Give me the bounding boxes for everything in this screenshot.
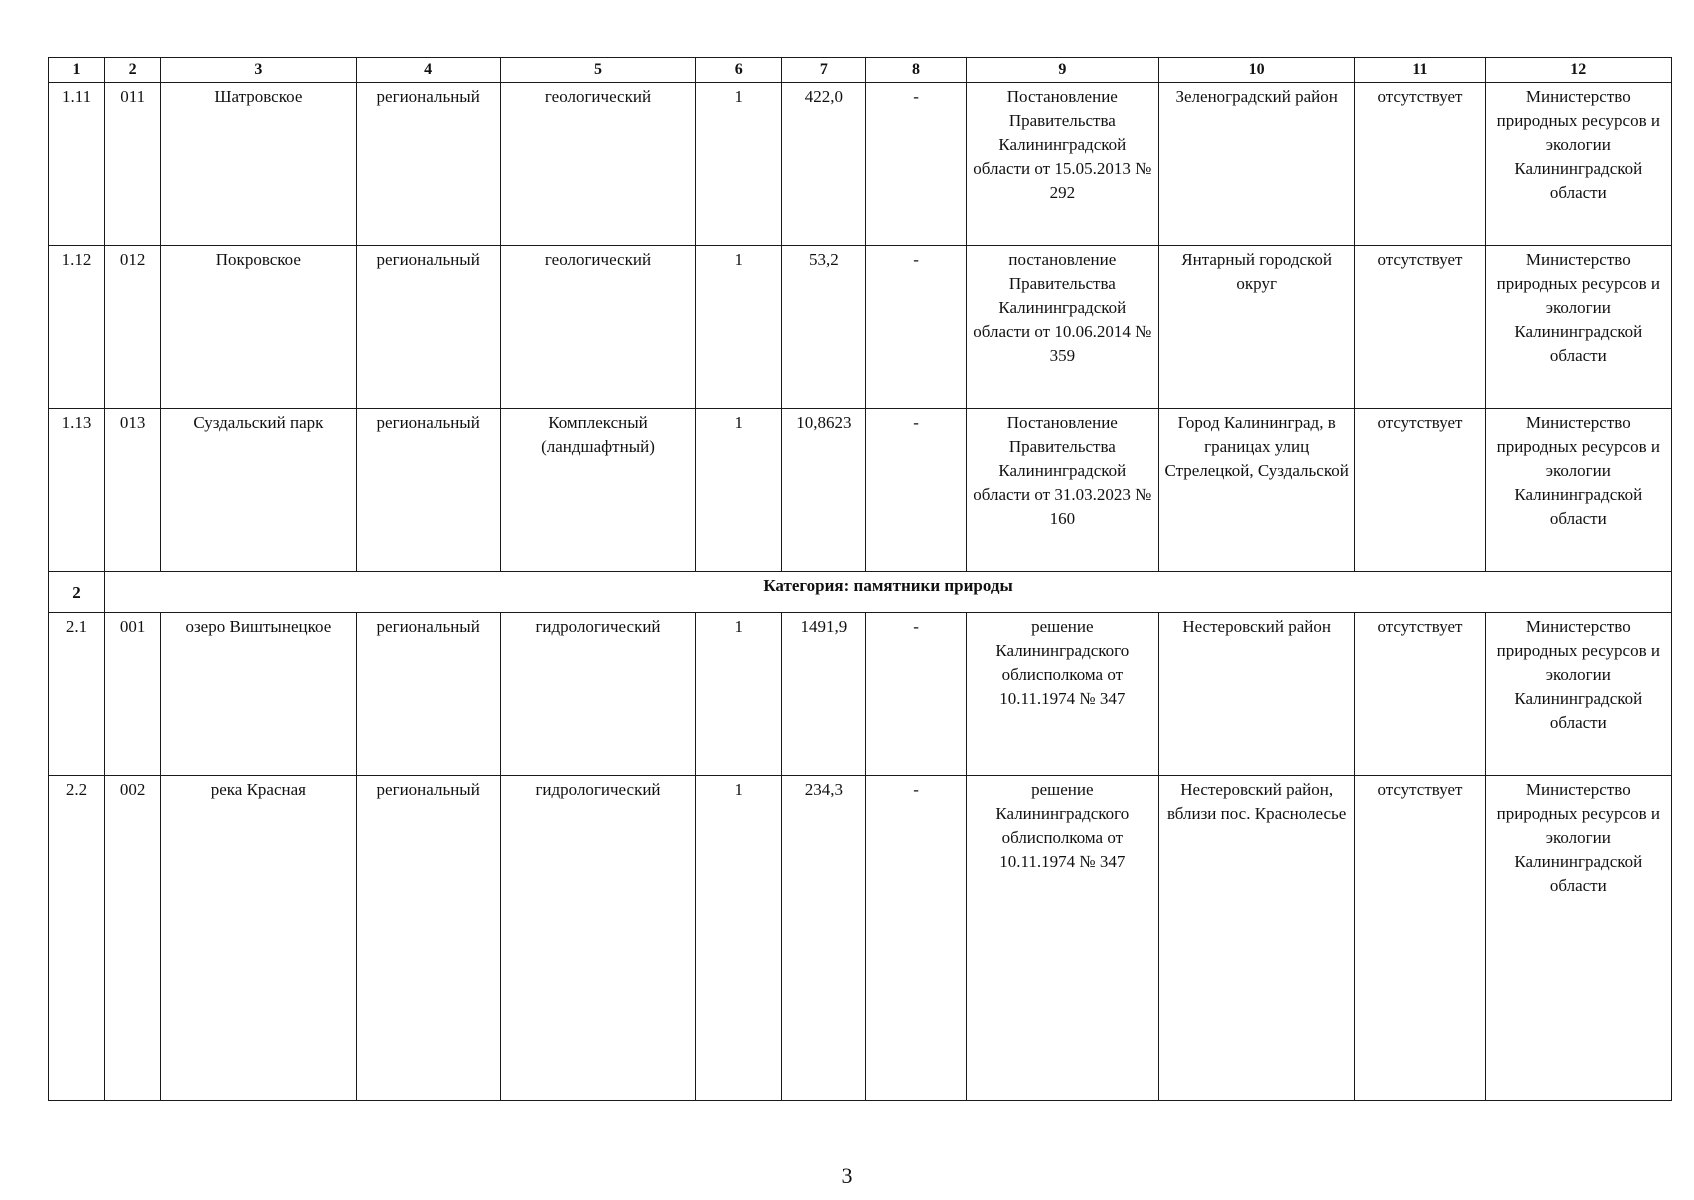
page-number: 3 — [841, 1163, 853, 1188]
profile: Комплексный (ландшафтный) — [500, 409, 695, 572]
area-value: 422,0 — [782, 83, 866, 246]
col-header: 6 — [696, 58, 782, 83]
profile: геологический — [500, 246, 695, 409]
area-name: Покровское — [161, 246, 356, 409]
profile: гидрологический — [500, 613, 695, 776]
col-header: 10 — [1158, 58, 1354, 83]
col-header: 7 — [782, 58, 866, 83]
authority: Министерство природных ресурсов и экологии Калининградской области — [1485, 409, 1671, 572]
note: отсутствует — [1355, 83, 1485, 246]
protected-areas-table — [48, 57, 1672, 1101]
status: 1 — [696, 776, 782, 1101]
col-header: 1 — [49, 58, 105, 83]
col-header: 3 — [161, 58, 356, 83]
buffer-zone: - — [866, 613, 966, 776]
row-code: 011 — [105, 83, 161, 246]
status: 1 — [696, 246, 782, 409]
col-header: 5 — [500, 58, 695, 83]
row-code: 002 — [105, 776, 161, 1101]
col-header: 9 — [966, 58, 1158, 83]
profile: геологический — [500, 83, 695, 246]
category-number: 2 — [49, 572, 105, 613]
row-number: 1.12 — [49, 246, 105, 409]
legal-act: постановление Правительства Калининградской области от 10.06.2014 № 359 — [966, 246, 1158, 409]
table-row — [49, 613, 1672, 776]
row-number: 2.1 — [49, 613, 105, 776]
significance: региональный — [356, 409, 500, 572]
area-value: 53,2 — [782, 246, 866, 409]
location: Нестеровский район — [1158, 613, 1354, 776]
col-header: 4 — [356, 58, 500, 83]
category-title: Категория: памятники природы — [105, 572, 1672, 613]
location: Зеленоградский район — [1158, 83, 1354, 246]
col-header: 11 — [1355, 58, 1485, 83]
area-name: озеро Виштынецкое — [161, 613, 356, 776]
buffer-zone: - — [866, 246, 966, 409]
note: отсутствует — [1355, 613, 1485, 776]
category-row — [49, 572, 1672, 613]
location: Янтарный городской округ — [1158, 246, 1354, 409]
area-value: 1491,9 — [782, 613, 866, 776]
row-code: 013 — [105, 409, 161, 572]
authority: Министерство природных ресурсов и экологии Калининградской области — [1485, 83, 1671, 246]
status: 1 — [696, 613, 782, 776]
significance: региональный — [356, 613, 500, 776]
col-header: 12 — [1485, 58, 1671, 83]
col-header: 2 — [105, 58, 161, 83]
profile: гидрологический — [500, 776, 695, 1101]
row-number: 1.11 — [49, 83, 105, 246]
legal-act: Постановление Правительства Калининградской области от 15.05.2013 № 292 — [966, 83, 1158, 246]
row-number: 1.13 — [49, 409, 105, 572]
legal-act: Постановление Правительства Калининградской области от 31.03.2023 № 160 — [966, 409, 1158, 572]
row-code: 001 — [105, 613, 161, 776]
table-row — [49, 83, 1672, 246]
legal-act: решение Калининградского облисполкома от 10.11.1974 № 347 — [966, 613, 1158, 776]
column-number-header-row — [49, 58, 1672, 83]
row-code: 012 — [105, 246, 161, 409]
area-value: 234,3 — [782, 776, 866, 1101]
note: отсутствует — [1355, 246, 1485, 409]
col-header: 8 — [866, 58, 966, 83]
registry-table-sheet — [48, 57, 1672, 1101]
location: Город Калининград, в границах улиц Стрелецкой, Суздальской — [1158, 409, 1354, 572]
table-row — [49, 246, 1672, 409]
note: отсутствует — [1355, 409, 1485, 572]
significance: региональный — [356, 246, 500, 409]
table-row — [49, 409, 1672, 572]
row-number: 2.2 — [49, 776, 105, 1101]
significance: региональный — [356, 776, 500, 1101]
buffer-zone: - — [866, 409, 966, 572]
area-name: Шатровское — [161, 83, 356, 246]
authority: Министерство природных ресурсов и экологии Калининградской области — [1485, 246, 1671, 409]
legal-act: решение Калининградского облисполкома от 10.11.1974 № 347 — [966, 776, 1158, 1101]
area-name: река Красная — [161, 776, 356, 1101]
location: Нестеровский район, вблизи пос. Краснолесье — [1158, 776, 1354, 1101]
status: 1 — [696, 409, 782, 572]
buffer-zone: - — [866, 776, 966, 1101]
authority: Министерство природных ресурсов и экологии Калининградской области — [1485, 776, 1671, 1101]
table-row — [49, 776, 1672, 1101]
status: 1 — [696, 83, 782, 246]
note: отсутствует — [1355, 776, 1485, 1101]
area-value: 10,8623 — [782, 409, 866, 572]
buffer-zone: - — [866, 83, 966, 246]
authority: Министерство природных ресурсов и экологии Калининградской области — [1485, 613, 1671, 776]
area-name: Суздальский парк — [161, 409, 356, 572]
significance: региональный — [356, 83, 500, 246]
